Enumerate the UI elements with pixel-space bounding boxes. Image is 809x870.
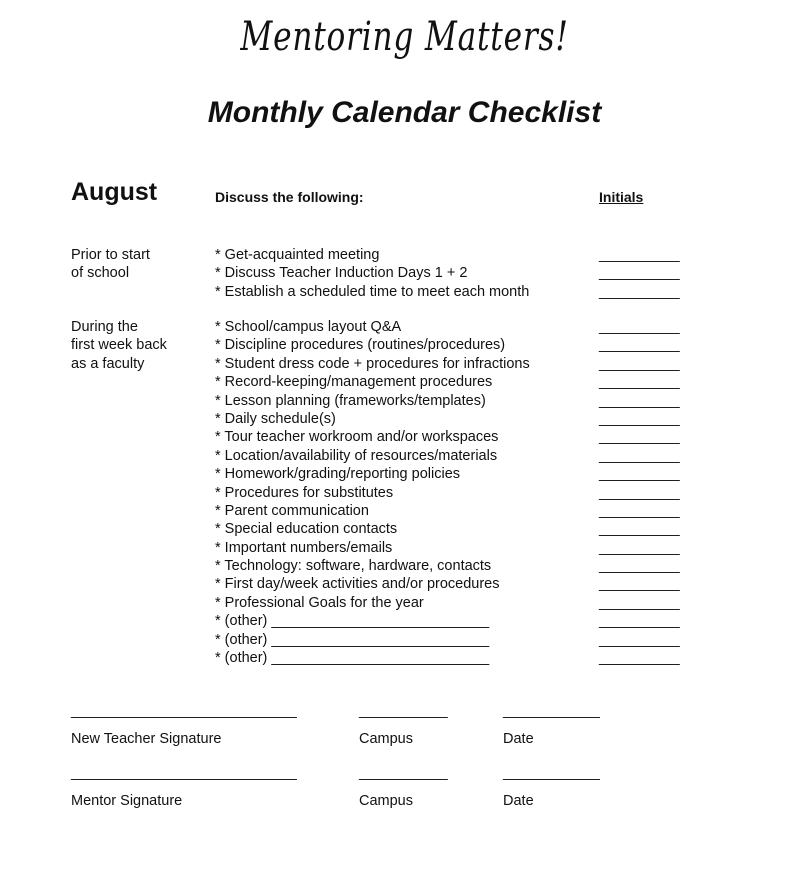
item-text: * First day/week activities and/or procedures	[215, 576, 500, 593]
item-text: * Discipline procedures (routines/procedures)	[215, 337, 506, 354]
checklist-items	[215, 318, 680, 667]
initials-field[interactable]: __________	[599, 247, 680, 263]
checklist-item	[215, 484, 680, 502]
initials-heading: Initials	[599, 189, 644, 205]
checklist-item	[215, 447, 680, 465]
item-text: * School/campus layout Q&A	[215, 319, 402, 335]
checklist-items	[215, 246, 680, 301]
item-text: * Location/availability of resources/materials	[215, 447, 498, 464]
signature-label: New Teacher Signature	[71, 731, 222, 747]
item-text: * Homework/grading/reporting policies	[215, 466, 461, 483]
item-text: * Important numbers/emails	[215, 539, 393, 556]
checklist-item	[215, 520, 680, 538]
initials-field[interactable]: __________	[599, 337, 680, 354]
discuss-heading: Discuss the following:	[215, 189, 364, 205]
checklist-item	[215, 428, 680, 446]
section-label	[71, 318, 167, 373]
section-label	[71, 246, 150, 283]
initials-field[interactable]: __________	[599, 319, 680, 335]
item-text: * Lesson planning (frameworks/templates)	[215, 392, 486, 409]
initials-field[interactable]: __________	[599, 576, 680, 593]
campus-label: Campus	[359, 793, 413, 809]
section-label-line: as a faculty	[71, 355, 145, 372]
section-label-line: of school	[71, 265, 130, 282]
checklist-item	[215, 557, 680, 575]
checklist-item	[215, 355, 680, 373]
month-heading: August	[71, 178, 158, 206]
item-text[interactable]: * (other) ___________________________	[215, 650, 490, 667]
initials-field[interactable]: __________	[599, 265, 680, 282]
initials-field[interactable]: __________	[599, 283, 680, 300]
campus-field[interactable]: ___________	[359, 765, 448, 781]
signature-field[interactable]: ____________________________	[71, 765, 297, 781]
checklist-item	[215, 631, 680, 649]
checklist-item	[215, 410, 680, 428]
campus-field[interactable]: ___________	[359, 703, 448, 719]
initials-field[interactable]: __________	[599, 392, 680, 409]
initials-field[interactable]: __________	[599, 429, 680, 446]
item-text: * Daily schedule(s)	[215, 410, 336, 427]
item-text: * Parent communication	[215, 502, 369, 519]
item-text: * Procedures for substitutes	[215, 484, 394, 501]
checklist-item	[215, 336, 680, 354]
checklist-item	[215, 539, 680, 557]
page-title: Monthly Calendar Checklist	[207, 96, 602, 129]
campus-label: Campus	[359, 731, 413, 747]
initials-field[interactable]: __________	[599, 374, 680, 391]
initials-field[interactable]: __________	[599, 539, 680, 556]
checklist-item	[215, 373, 680, 391]
date-label: Date	[503, 731, 534, 747]
initials-field[interactable]: __________	[599, 613, 680, 630]
checklist-item	[215, 649, 680, 667]
item-text: * Tour teacher workroom and/or workspaces	[215, 429, 499, 446]
checklist-item	[215, 594, 680, 612]
checklist-item	[215, 502, 680, 520]
checklist-item	[215, 283, 680, 301]
initials-field[interactable]: __________	[599, 484, 680, 501]
item-text: * Professional Goals for the year	[215, 594, 424, 611]
initials-field[interactable]: __________	[599, 502, 680, 519]
initials-field[interactable]: __________	[599, 631, 680, 648]
date-field[interactable]: ____________	[503, 703, 600, 719]
signature-label: Mentor Signature	[71, 793, 183, 809]
checklist-item	[215, 392, 680, 410]
section-label-line: first week back	[71, 337, 167, 354]
checklist-item	[215, 318, 680, 336]
section-label-line: During the	[71, 319, 138, 335]
script-title: Mentoring Matters!	[240, 14, 569, 60]
checklist-item	[215, 465, 680, 483]
initials-field[interactable]: __________	[599, 650, 680, 667]
checklist-item	[215, 575, 680, 593]
item-text: * Discuss Teacher Induction Days 1 + 2	[215, 265, 468, 282]
section-label-line: Prior to start	[71, 247, 150, 263]
item-text: * Student dress code + procedures for infractions	[215, 355, 530, 372]
item-text[interactable]: * (other) ___________________________	[215, 631, 490, 648]
item-text: * Establish a scheduled time to meet each month	[215, 283, 530, 300]
initials-field[interactable]: __________	[599, 410, 680, 427]
item-text: * Get-acquainted meeting	[215, 247, 380, 263]
date-label: Date	[503, 793, 534, 809]
item-text: * Special education contacts	[215, 521, 398, 538]
signature-field[interactable]: ____________________________	[71, 703, 297, 719]
item-text: * Record-keeping/management procedures	[215, 374, 493, 391]
initials-field[interactable]: __________	[599, 521, 680, 538]
item-text[interactable]: * (other) ___________________________	[215, 613, 490, 630]
initials-field[interactable]: __________	[599, 355, 680, 372]
initials-field[interactable]: __________	[599, 447, 680, 464]
initials-field[interactable]: __________	[599, 594, 680, 611]
checklist-item	[215, 264, 680, 282]
date-field[interactable]: ____________	[503, 765, 600, 781]
item-text: * Technology: software, hardware, contacts	[215, 558, 492, 575]
checklist-item	[215, 612, 680, 630]
checklist-item	[215, 246, 680, 264]
initials-field[interactable]: __________	[599, 466, 680, 483]
initials-field[interactable]: __________	[599, 558, 680, 575]
